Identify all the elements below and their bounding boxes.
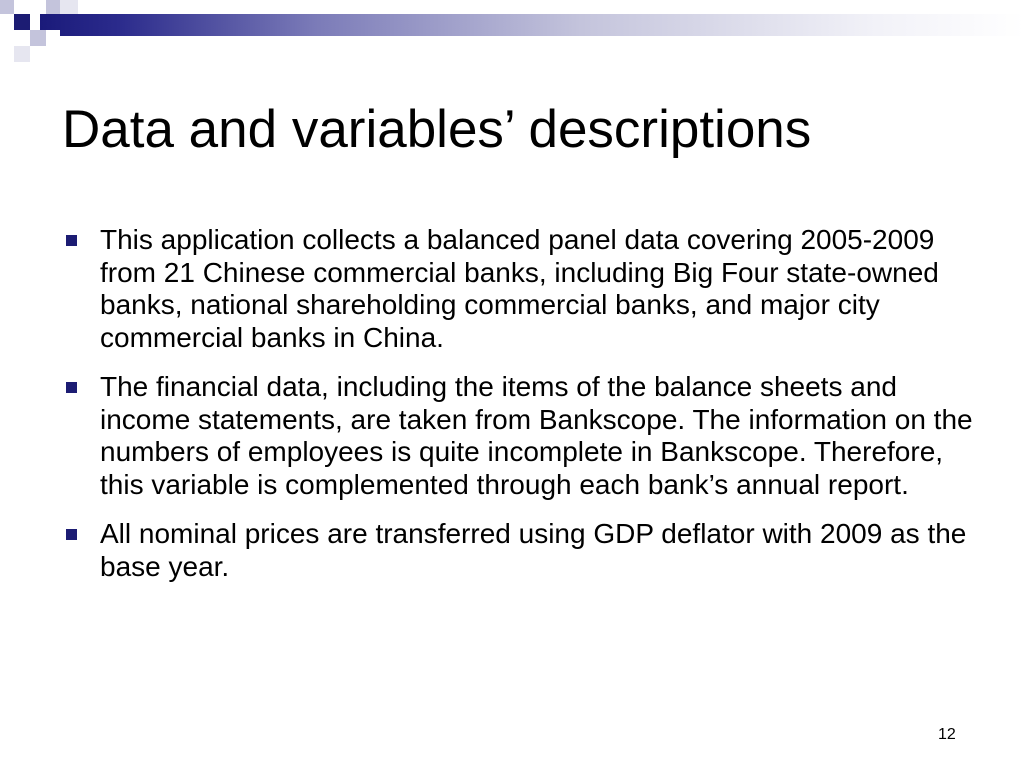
deco-square: [14, 14, 30, 30]
bullet-text: This application collects a balanced panel data covering 2005-2009 from 21 Chinese commercial banks, including Big Four state-owned banks, national shareholding commercial banks, and major city commercial banks in China.: [100, 224, 939, 353]
square-bullet-icon: [66, 382, 77, 393]
bullet-text: All nominal prices are transferred using GDP deflator with 2009 as the base year.: [100, 518, 967, 582]
header-gradient-bar: [40, 14, 1024, 36]
bullet-text: The financial data, including the items of the balance sheets and income statements, are taken from Bankscope. The information on the numbers of employees is quite incomplete in Bankscope. Therefore, this variable is complemented through each bank’s annual report.: [100, 371, 973, 500]
bullet-item: [62, 371, 982, 501]
slide-title: Data and variables’ descriptions: [62, 100, 812, 159]
page-number: 12: [938, 726, 956, 743]
deco-square: [60, 0, 78, 14]
deco-square: [46, 0, 60, 14]
bullet-item: [62, 518, 982, 583]
bullet-list: [62, 224, 982, 600]
deco-square: [30, 30, 46, 46]
deco-square: [14, 46, 30, 62]
header-squares-decoration: [0, 0, 90, 70]
bullet-item: [62, 224, 982, 354]
deco-square: [0, 0, 14, 14]
deco-square: [46, 30, 60, 46]
square-bullet-icon: [66, 529, 77, 540]
square-bullet-icon: [66, 235, 77, 246]
